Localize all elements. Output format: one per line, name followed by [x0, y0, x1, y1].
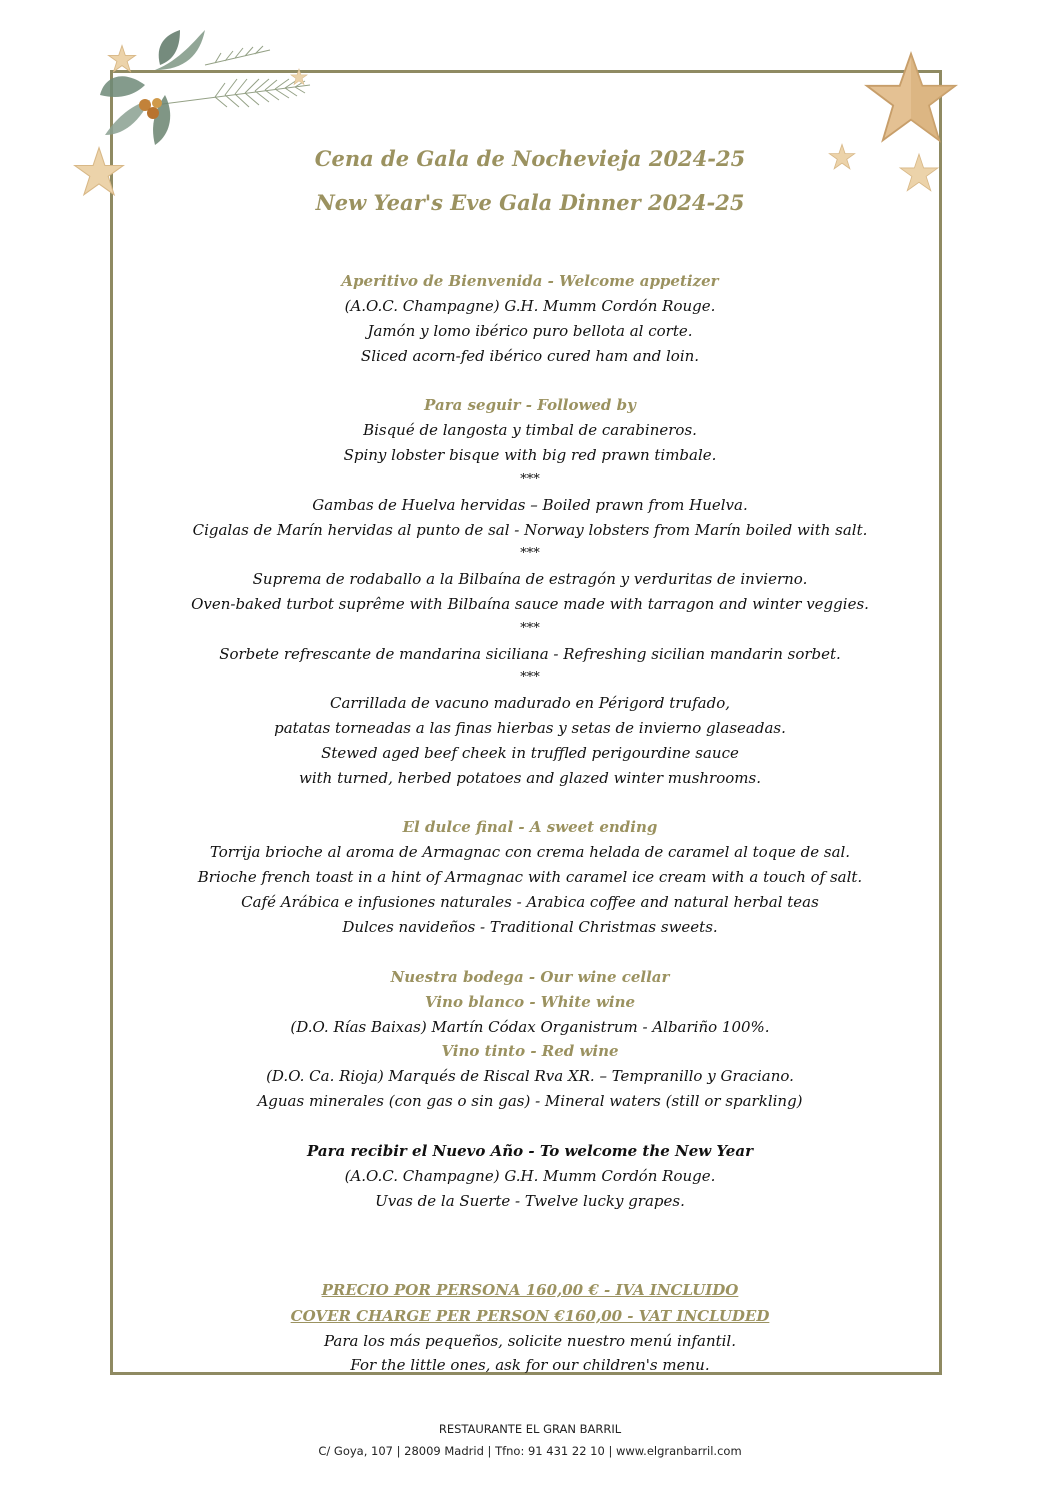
menu-line: Bisqué de langosta y timbal de carabineros.: [363, 421, 697, 440]
white-wine-heading: Vino blanco - White wine: [424, 992, 636, 1011]
red-wine-heading: Vino tinto - Red wine: [441, 1042, 619, 1061]
star-icon: [107, 44, 137, 74]
menu-line: Sorbete refrescante de mandarina siciliana - Refreshing sicilian mandarin sorbet.: [219, 644, 841, 663]
price-spanish: PRECIO POR PERSONA 160,00 € - IVA INCLUIDO: [321, 1280, 739, 1299]
menu-line: Café Arábica e infusiones naturales - Arabica coffee and natural herbal teas: [241, 892, 819, 911]
separator: ***: [520, 546, 540, 562]
menu-line: Brioche french toast in a hint of Armagnac with caramel ice cream with a touch of salt.: [197, 868, 863, 887]
section-heading: Para seguir - Followed by: [424, 396, 636, 415]
section-heading: Para recibir el Nuevo Año - To welcome the New Year: [307, 1141, 753, 1160]
title-spanish: Cena de Gala de Nochevieja 2024-25: [314, 146, 746, 171]
menu-line: Oven-baked turbot suprême with Bilbaína sauce made with tarragon and winter veggies.: [191, 594, 869, 613]
section-heading: Aperitivo de Bienvenida - Welcome appetizer: [341, 272, 719, 290]
menu-line: Spiny lobster bisque with big red prawn timbale.: [343, 446, 717, 465]
menu-line: Torrija brioche al aroma de Armagnac con crema helada de caramel al toque de sal.: [209, 843, 851, 862]
menu-section-new-year: [0, 1139, 1060, 1214]
menu-line: Gambas de Huelva hervidas – Boiled prawn from Huelva.: [312, 495, 748, 514]
star-icon: [290, 68, 308, 86]
separator: ***: [520, 620, 540, 636]
separator: ***: [520, 670, 540, 686]
menu-line: Carrillada de vacuno madurado en Périgord trufado,: [329, 694, 731, 713]
menu-line: patatas torneadas a las finas hierbas y setas de invierno glaseadas.: [274, 718, 786, 737]
menu-line: Jamón y lomo ibérico puro bellota al corte.: [367, 321, 693, 340]
kids-note-english: For the little ones, ask for our children's menu.: [350, 1356, 710, 1375]
menu-section-welcome: [0, 269, 1060, 368]
menu-line: Cigalas de Marín hervidas al punto de sal - Norway lobsters from Marín boiled with salt.: [192, 520, 868, 539]
menu-section-wine: [0, 965, 1060, 1114]
title-english: New Year's Eve Gala Dinner 2024-25: [315, 190, 745, 215]
price-english: COVER CHARGE PER PERSON €160,00 - VAT INCLUDED: [290, 1306, 770, 1325]
menu-titles: [0, 137, 1060, 225]
section-heading: El dulce final - A sweet ending: [402, 818, 658, 837]
star-icon: [864, 48, 958, 148]
menu-line: (A.O.C. Champagne) G.H. Mumm Cordón Rouge.: [344, 1166, 716, 1185]
menu-line: Suprema de rodaballo a la Bilbaína de estragón y verduritas de invierno.: [252, 570, 808, 589]
water-line: Aguas minerales (con gas o sin gas) - Mineral waters (still or sparkling): [257, 1092, 803, 1111]
menu-section-dessert: [0, 815, 1060, 939]
kids-note-spanish: Para los más pequeños, solicite nuestro menú infantil.: [324, 1331, 736, 1350]
separator: ***: [520, 471, 540, 487]
menu-line: Stewed aged beef cheek in truffled perigourdine sauce: [321, 743, 739, 762]
menu-line: Dulces navideños - Traditional Christmas sweets.: [342, 917, 718, 936]
white-wine-line: (D.O. Rías Baixas) Martín Códax Organistrum - Albariño 100%.: [290, 1017, 770, 1036]
red-wine-line: (D.O. Ca. Rioja) Marqués de Riscal Rva XR. – Tempranillo y Graciano.: [266, 1067, 794, 1086]
menu-line: Sliced acorn-fed ibérico cured ham and loin.: [360, 346, 700, 365]
restaurant-name: RESTAURANTE EL GRAN BARRIL: [438, 1422, 622, 1436]
menu-content: [0, 137, 1060, 1378]
restaurant-address: C/ Goya, 107 | 28009 Madrid | Tfno: 91 431 22 10 | www.elgranbarril.com: [318, 1444, 742, 1458]
section-heading: Nuestra bodega - Our wine cellar: [390, 967, 670, 986]
footer: [0, 1418, 1060, 1462]
menu-line: Uvas de la Suerte - Twelve lucky grapes.: [375, 1191, 685, 1210]
menu-line: (A.O.C. Champagne) G.H. Mumm Cordón Rouge.: [344, 297, 716, 315]
menu-section-followed-by: [0, 393, 1060, 790]
menu-line: with turned, herbed potatoes and glazed winter mushrooms.: [299, 768, 761, 787]
